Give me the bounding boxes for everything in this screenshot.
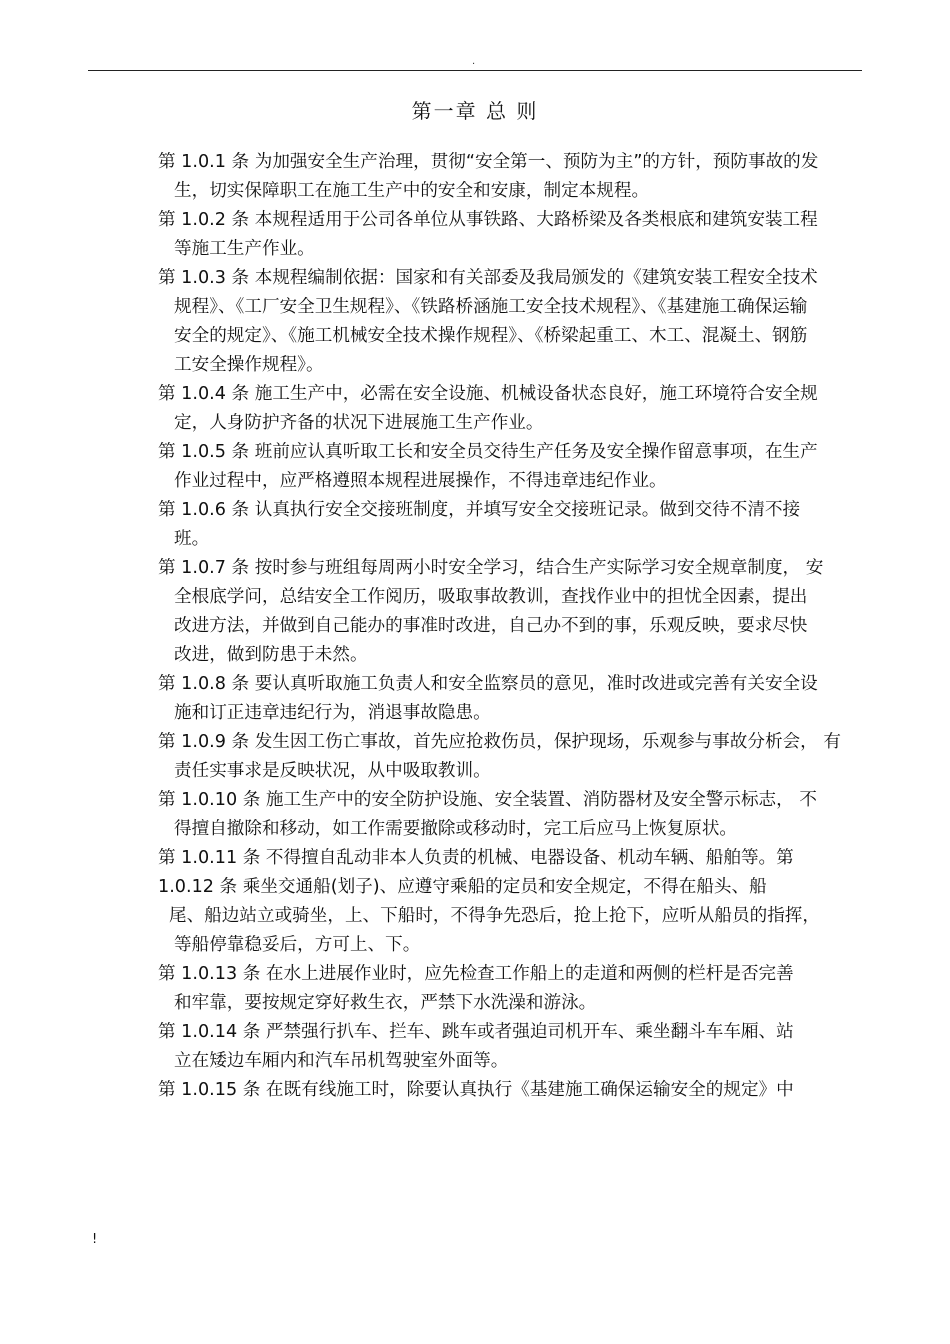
chapter-title: 第一章 总 则	[411, 99, 539, 123]
article-1-0-1-line-1: 第 1.0.1 条 为加强安全生产治理，贯彻“安全第一、预防为主”的方针，预防事故的发	[158, 152, 819, 172]
footer-mark: !	[92, 1232, 98, 1247]
article-1-0-7-line-3: 改进方法，并做到自己能办的事准时改进，自己办不到的事，乐观反映，要求尽快	[174, 616, 808, 636]
article-1-0-11-line-1: 第 1.0.11 条 不得擅自乱动非本人负责的机械、电器设备、机动车辆、船舶等。第	[158, 848, 794, 868]
article-1-0-4-line-1: 第 1.0.4 条 施工生产中，必需在安全设施、机械设备状态良好，施工环境符合安全规	[158, 384, 818, 404]
header-rule	[88, 70, 862, 71]
article-1-0-2-line-2: 等施工生产作业。	[174, 239, 315, 259]
article-1-0-9-line-2: 责任实事求是反映状况，从中吸取教训。	[174, 761, 491, 781]
article-1-0-6-line-2: 班。	[174, 529, 210, 549]
article-1-0-5-line-1: 第 1.0.5 条 班前应认真听取工长和安全员交待生产任务及安全操作留意事项，在生产	[158, 442, 818, 462]
article-1-0-3-line-3: 安全的规定》、《施工机械安全技术操作规程》、《桥梁起重工、木工、混凝土、钢筋	[174, 326, 808, 346]
article-1-0-7-line-1: 第 1.0.7 条 按时参与班组每周两小时安全学习，结合生产实际学习安全规章制度， 安	[158, 558, 824, 578]
document-body	[158, 148, 870, 1105]
article-1-0-10-line-1: 第 1.0.10 条 施工生产中的安全防护设施、安全装置、消防器材及安全警示标志， 不	[158, 790, 817, 810]
article-1-0-12-line-3: 等船停靠稳妥后，方可上、下。	[174, 935, 421, 955]
article-1-0-3-line-1: 第 1.0.3 条 本规程编制依据：国家和有关部委及我局颁发的《建筑安装工程安全技术	[158, 268, 818, 288]
article-1-0-10-line-2: 得擅自撤除和移动，如工作需要撤除或移动时，完工后应马上恢复原状。	[174, 819, 738, 839]
article-1-0-15-line-1: 第 1.0.15 条 在既有线施工时，除要认真执行《基建施工确保运输安全的规定》中	[158, 1080, 794, 1100]
article-1-0-13-line-1: 第 1.0.13 条 在水上进展作业时，应先检查工作船上的走道和两侧的栏杆是否完善	[158, 964, 794, 984]
article-1-0-14-line-1: 第 1.0.14 条 严禁强行扒车、拦车、跳车或者强迫司机开车、乘坐翻斗车车厢、站	[158, 1022, 794, 1042]
article-1-0-2-line-1: 第 1.0.2 条 本规程适用于公司各单位从事铁路、大路桥梁及各类根底和建筑安装工程	[158, 210, 818, 230]
article-1-0-12-line-2: 尾、船边站立或骑坐，上、下船时，不得争先恐后，抢上抢下，应听从船员的指挥，	[169, 906, 820, 926]
article-1-0-3-line-4: 工安全操作规程》。	[174, 355, 324, 375]
article-1-0-13-line-2: 和牢靠，要按规定穿好救生衣，严禁下水洗澡和游泳。	[174, 993, 597, 1013]
article-1-0-7-line-2: 全根底学问，总结安全工作阅历，吸取事故教训，查找作业中的担忧全因素，提出	[174, 587, 808, 607]
article-1-0-12-line-1: 1.0.12 条 乘坐交通船(划子)、应遵守乘船的定员和安全规定，不得在船头、船	[158, 877, 767, 897]
article-1-0-3-line-2: 规程》、《工厂安全卫生规程》、《铁路桥涵施工安全技术规程》、《基建施工确保运输	[174, 297, 808, 317]
article-1-0-7-line-4: 改进，做到防患于未然。	[174, 645, 368, 665]
article-1-0-8-line-2: 施和订正违章违纪行为，消退事故隐患。	[174, 703, 491, 723]
header-dot: .	[472, 56, 476, 67]
article-1-0-1-line-2: 生，切实保障职工在施工生产中的安全和安康，制定本规程。	[174, 181, 650, 201]
article-1-0-4-line-2: 定，人身防护齐备的状况下进展施工生产作业。	[174, 413, 544, 433]
article-1-0-8-line-1: 第 1.0.8 条 要认真听取施工负责人和安全监察员的意见，准时改进或完善有关安全设	[158, 674, 818, 694]
article-1-0-14-line-2: 立在矮边车厢内和汽车吊机驾驶室外面等。	[174, 1051, 509, 1071]
article-1-0-6-line-1: 第 1.0.6 条 认真执行安全交接班制度，并填写安全交接班记录。做到交待不清不接	[158, 500, 801, 520]
article-1-0-5-line-2: 作业过程中，应严格遵照本规程进展操作，不得违章违纪作业。	[174, 471, 667, 491]
article-1-0-9-line-1: 第 1.0.9 条 发生因工伤亡事故，首先应抢救伤员，保护现场，乐观参与事故分析会， 有	[158, 732, 841, 752]
